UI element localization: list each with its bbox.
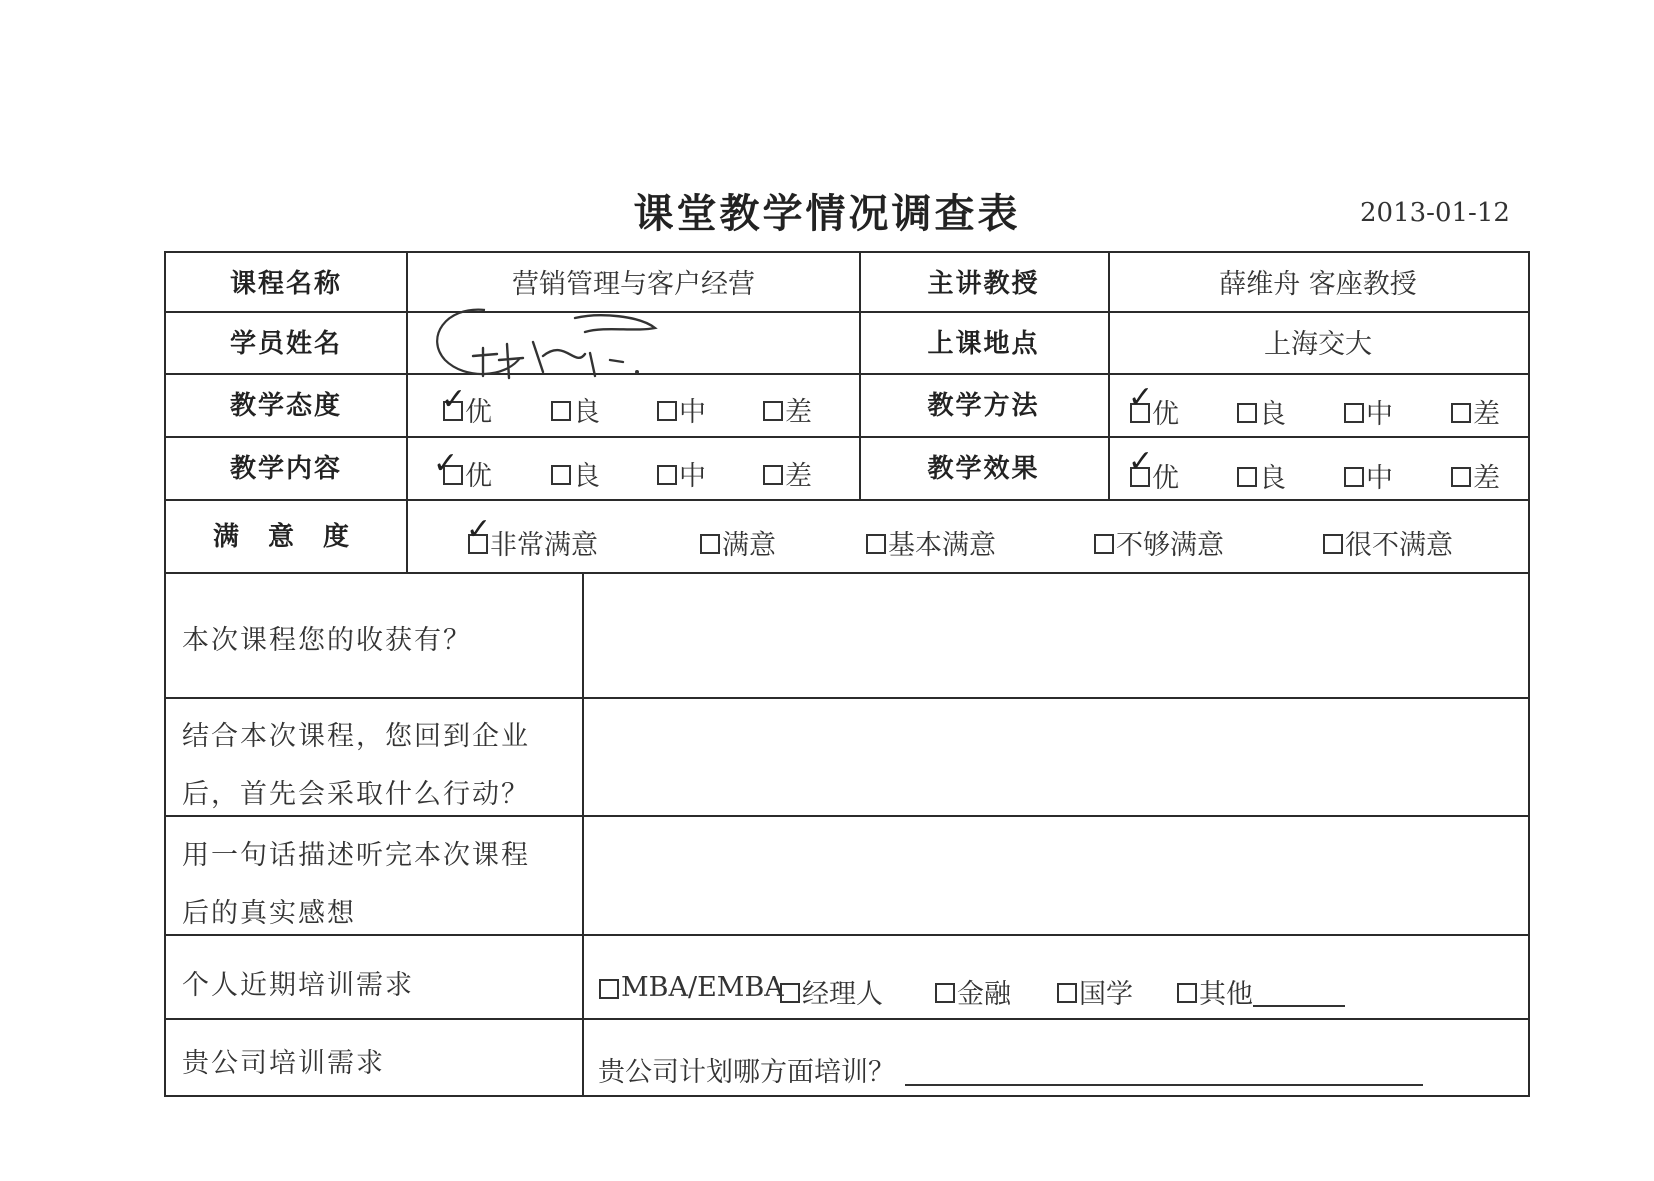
checkbox[interactable] [1451, 467, 1471, 487]
method-option-good[interactable]: 良 [1237, 392, 1286, 431]
question-gain: 本次课程您的收获有？ [182, 625, 472, 656]
answer-action-area[interactable] [582, 697, 1528, 813]
question-company-need: 贵公司培训需求 [182, 1048, 385, 1079]
checkbox[interactable] [657, 465, 677, 485]
training-option-sinology[interactable]: 国学 [1057, 972, 1133, 1011]
training-option-mba[interactable]: MBA/EMBA [599, 972, 784, 1003]
satisfaction-option-basically-satisfied[interactable]: 基本满意 [866, 523, 996, 562]
checkbox[interactable] [1323, 534, 1343, 554]
check-mark-icon: ✓ [1128, 380, 1154, 415]
location-value: 上海交大 [1264, 328, 1372, 360]
checkbox[interactable] [780, 983, 800, 1003]
method-option-excellent[interactable]: 优 [1130, 392, 1179, 431]
effect-option-good[interactable]: 良 [1237, 456, 1286, 495]
attitude-option-good[interactable]: 良 [551, 390, 600, 429]
checkbox[interactable] [551, 401, 571, 421]
training-option-manager[interactable]: 经理人 [780, 972, 883, 1011]
answer-gain-area[interactable] [582, 573, 1528, 694]
method-label: 教学方法 [927, 391, 1040, 421]
checkbox[interactable] [866, 534, 886, 554]
content-option-poor[interactable]: 差 [763, 454, 812, 493]
question-action-line2: 后，首先会采取什么行动？ [182, 779, 530, 810]
content-option-excellent[interactable]: 优 [443, 454, 492, 493]
attitude-option-excellent[interactable]: 优 [443, 390, 492, 429]
lecturer-value: 薛维舟 客座教授 [1219, 269, 1417, 300]
course-value: 营销管理与客户经营 [512, 269, 755, 300]
checkbox[interactable] [700, 534, 720, 554]
satisfaction-label: 满 意 度 [212, 521, 360, 552]
checkbox[interactable] [935, 983, 955, 1003]
company-plan-label: 贵公司计划哪方面培训？ [598, 1057, 895, 1088]
other-blank-field[interactable] [1253, 977, 1345, 1007]
checkbox[interactable] [657, 401, 677, 421]
question-personal-need: 个人近期培训需求 [182, 970, 414, 1001]
checkbox[interactable] [1177, 983, 1197, 1003]
student-signature [425, 298, 665, 388]
answer-feeling-area[interactable] [582, 815, 1528, 931]
checkbox[interactable] [1237, 403, 1257, 423]
training-option-finance[interactable]: 金融 [935, 972, 1011, 1011]
attitude-option-poor[interactable]: 差 [763, 390, 812, 429]
attitude-option-average[interactable]: 中 [657, 390, 706, 429]
checkbox[interactable] [1344, 467, 1364, 487]
effect-option-excellent[interactable]: 优 [1130, 456, 1179, 495]
satisfaction-option-very-dissatisfied[interactable]: 很不满意 [1323, 523, 1453, 562]
effect-option-average[interactable]: 中 [1344, 456, 1393, 495]
company-plan-row [598, 1050, 1423, 1089]
checkbox[interactable] [1237, 467, 1257, 487]
checkbox[interactable] [763, 465, 783, 485]
form-title: 课堂教学情况调查表 [633, 191, 1021, 237]
method-option-poor[interactable]: 差 [1451, 392, 1500, 431]
student-label: 学员姓名 [229, 328, 342, 359]
course-label: 课程名称 [229, 269, 342, 299]
checkbox[interactable] [1451, 403, 1471, 423]
lecturer-label: 主讲教授 [927, 269, 1040, 299]
checkbox[interactable] [599, 979, 619, 999]
content-label: 教学内容 [229, 454, 342, 484]
check-mark-icon: ✓ [466, 512, 492, 547]
content-option-average[interactable]: 中 [657, 454, 706, 493]
content-option-good[interactable]: 良 [551, 454, 600, 493]
question-action-line1: 结合本次课程，您回到企业 [182, 721, 530, 752]
method-option-average[interactable]: 中 [1344, 392, 1393, 431]
form-date: 2013-01-12 [1360, 198, 1510, 228]
company-plan-field[interactable] [905, 1054, 1423, 1086]
check-mark-icon: ✓ [441, 382, 467, 417]
check-mark-icon: ✓ [1128, 444, 1154, 479]
satisfaction-option-not-satisfied-enough[interactable]: 不够满意 [1094, 523, 1224, 562]
effect-label: 教学效果 [927, 454, 1040, 484]
checkbox[interactable] [1344, 403, 1364, 423]
satisfaction-option-very-satisfied[interactable]: 非常满意 [468, 523, 598, 562]
question-feeling-line1: 用一句话描述听完本次课程 [182, 840, 530, 871]
satisfaction-option-satisfied[interactable]: 满意 [700, 523, 776, 562]
effect-option-poor[interactable]: 差 [1451, 456, 1500, 495]
attitude-label: 教学态度 [229, 391, 342, 421]
training-option-other[interactable]: 其他 [1177, 972, 1345, 1011]
checkbox[interactable] [1094, 534, 1114, 554]
checkbox[interactable] [551, 465, 571, 485]
checkbox[interactable] [763, 401, 783, 421]
question-feeling-line2: 后的真实感想 [182, 898, 356, 929]
location-label: 上课地点 [927, 328, 1040, 359]
checkbox[interactable] [1057, 983, 1077, 1003]
check-mark-icon: ✓ [433, 446, 459, 481]
